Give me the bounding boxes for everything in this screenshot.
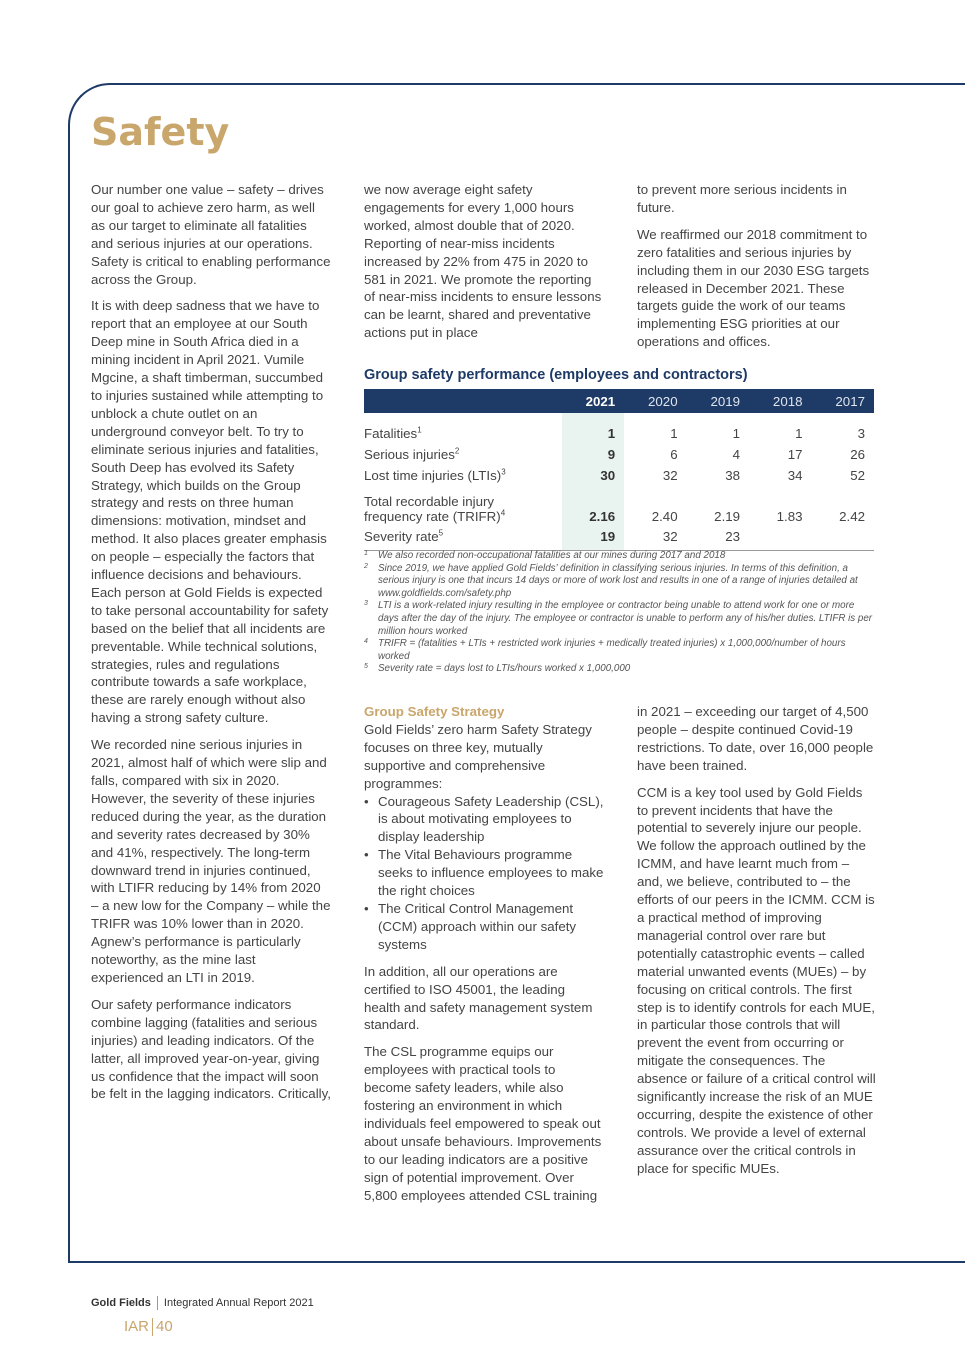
column-3-bottom [637,703,877,1187]
table-cell: 38 [725,468,741,483]
safety-performance-table [364,389,874,551]
page-num: 40 [156,1318,173,1335]
header-label-cell [364,389,562,413]
page-title: Safety [91,110,230,154]
column-2-bottom [364,703,604,1213]
table-cell: 32 [662,468,678,483]
table-row [364,486,874,526]
table-cell: 1.83 [776,509,803,524]
column-2-top [364,181,604,351]
row-label: Fatalities$^1$ [364,425,422,441]
table-title: Group safety performance (employees and contractors) [364,367,748,383]
report-name: Integrated Annual Report 2021 [163,1296,314,1309]
table-cell: 52 [850,468,865,483]
footnote: 1 We also recorded non-occupational fatalities at our mines during 2017 and 2018 [364,550,726,561]
table-cell: 2.40 [651,509,678,524]
table-row [364,526,874,551]
paragraph: The CSL programme equips our employees with practical tools to become safety leaders, while also fostering an environment in which individuals feel empowered to speak out about unsafe behaviours. Improvements to our leading indicators are a positive sign of potential improvement. Over 5,800 employees attended CSL training [364,1044,602,1203]
table-row [364,444,874,465]
table-cell: 1 [795,426,803,441]
paragraph: CCM is a key tool used by Gold Fields to prevent incidents that have the potential to severely injure our people. We follow the approach outlined by the ICMM, and have learnt much from – and, we believe, contributed to – the efforts of our peers in the ICMM. CCM is a practical method of improving managerial control over rare but potentially catastrophic events – called material unwanted events (MUEs) – by focusing on critical controls. The first step is to identify controls for each MUE, in particular those controls that will prevent the event from occurring or mitigate the consequences. The absence or failure of a critical control will significantly increase the risk of an MUE occurring, despite the existence of other controls. We provide a level of external assurance over the critical controls in place for specific MUEs. [637,784,876,1176]
table-cell: 30 [562,465,624,486]
table-cell: 23 [687,526,749,551]
table-cell: 4 [732,447,741,462]
header-year: 2021 [562,389,624,413]
programme-list [364,793,604,954]
header-year: 2019 [687,389,749,413]
footnote: 5 Severity rate = days lost to LTIs/hours worked x 1,000,000 [364,663,631,675]
paragraph: Our safety performance indicators combine lagging (fatalities and serious injuries) and leading indicators. Of the latter, all improved year-on-year, giving us confidence that the impact will soon be felt in the lagging indicators. Critically, [91,996,331,1102]
page-number [124,1318,173,1336]
table-footnotes [364,550,874,676]
paragraph: In addition, all our operations are certified to ISO 45001, the leading health and safety management system standard. [364,963,593,1033]
header-year: 2020 [624,389,686,413]
footnote: 4 TRIFR = (fatalities + LTIs + restricted work injuries + medically treated injuries) x 1,000,000/number of hours worked [364,638,846,662]
table-cell: 1 [732,426,741,441]
table-cell: 6 [670,447,678,462]
table-cell: 1 [562,413,624,444]
row-label: Total recordable injury frequency rate (TRIFR)$^4$ [364,494,506,524]
table-cell: 26 [850,447,865,462]
table-cell: 2.42 [839,509,865,524]
list-item: • The Vital Behaviours programme seeks to influence employees to make the right choices [364,846,604,900]
paragraph: It is with deep sadness that we have to report that an employee at our South Deep mine in South Africa died in a mining incident in April 2021. Vumile Mgcine, a shaft timberman, succumbed to injuries sustained while attempting to unblock a chute outlet on an underground conveyor belt. To try to eliminate serious injuries and fatalities, South Deep has evolved its Safety Strategy, which builds on the Group strategy and rests on three human dimensions: motivation, mindset and method. It also places greater emphasis on people – especially the factors that influence decisions and behaviours. Each person at Gold Fields is expected to take personal accountability for safety based on the belief that all incidents are preventable. While technical solutions, strategies, rules and regulations contribute towards a safe workplace, these are rarely enough without also having a strong safety culture. [91,298,329,726]
table-row [364,413,874,444]
paragraph: to prevent more serious incidents in future. [637,182,847,215]
paragraph: We reaffirmed our 2018 commitment to zero fatalities and serious injuries by including them in our 2030 ESG targets released in December 2021. These targets guide the work of our teams implementing ESG priorities at our operations and offices. [637,226,870,350]
table-cell [749,526,811,551]
paragraph: Our number one value – safety – drives our goal to achieve zero harm, as well as our target to eliminate all fatalities and serious injuries at our operations. Safety is critical to enabling performance across the Group. [91,182,331,287]
footnote: 2 Since 2019, we have applied Gold Fields’ definition in classifying serious injuries. In terms of this definition, a serious injury is one that incurs 14 days or more of work lost and results in one of a range of injuries detailed at www.goldfields.com/safety.php [364,562,858,599]
section-subheading: Group Safety Strategy [364,704,505,719]
table-cell: 2.19 [714,509,741,524]
list-item: • The Critical Control Management (CCM) approach within our safety systems [364,900,604,954]
row-label: Lost time injuries (LTIs)$^3$ [364,467,506,483]
paragraph: we now average eight safety engagements for every 1,000 hours worked, almost double that of 2020. Reporting of near-miss incidents increased by 22% from 475 in 2020 to 581 in 2021. We promote the reporting of near-miss incidents to ensure lessons can be learnt, shared and preventative actions put in place [364,182,602,341]
brand-name: Gold Fields [91,1296,151,1309]
table-cell: 9 [562,444,624,465]
paragraph: Gold Fields’ zero harm Safety Strategy focuses on three key, mutually supportive and comprehensive programmes: [364,721,592,791]
paragraph: in 2021 – exceeding our target of 4,500 people – despite continued Covid-19 restrictions. To date, over 16,000 people have been trained. [637,704,874,773]
table-cell: 19 [562,526,624,551]
table-cell: 2.16 [562,486,624,526]
table-cell: 1 [670,426,678,441]
row-label: Severity rate$^5$ [364,526,562,551]
paragraph: We recorded nine serious injuries in 2021, almost half of which were slip and falls, compared with six in 2020. However, the severity of these injuries reduced during the year, as the duration and severity rates decreased by 30% and 41%, respectively. The long-term downward trend in injuries continued, with LTIFR reducing by 14% from 2020 – a new low for the Company – while the TRIFR was 10% lower than in 2020. Agnew’s performance is particularly noteworthy, as the mine last experienced an LTI in 2019. [91,737,331,985]
footnote: 3 LTI is a work-related injury resulting in the employee or contractor being unable to attend work for one or more days after the day of the injury. The employee or contractor is unable to perform any of his/her duties. LTIFR is per million hours worked [364,600,873,637]
list-item: • Courageous Safety Leadership (CSL), is about motivating employees to display leadership [364,793,604,847]
section-code: IAR [124,1318,150,1335]
table-cell: 3 [857,426,865,441]
table-row [364,465,874,486]
column-3-top [637,181,877,360]
table-cell: 34 [787,468,803,483]
row-label: Serious injuries$^2$ [364,446,460,462]
table-cell: 17 [787,447,803,462]
table-header-row [364,389,874,413]
header-year: 2017 [812,389,874,413]
header-year: 2018 [749,389,811,413]
table-cell [812,526,874,551]
column-1 [91,181,331,1112]
table-cell: 32 [624,526,686,551]
footer-brand [91,1296,314,1310]
